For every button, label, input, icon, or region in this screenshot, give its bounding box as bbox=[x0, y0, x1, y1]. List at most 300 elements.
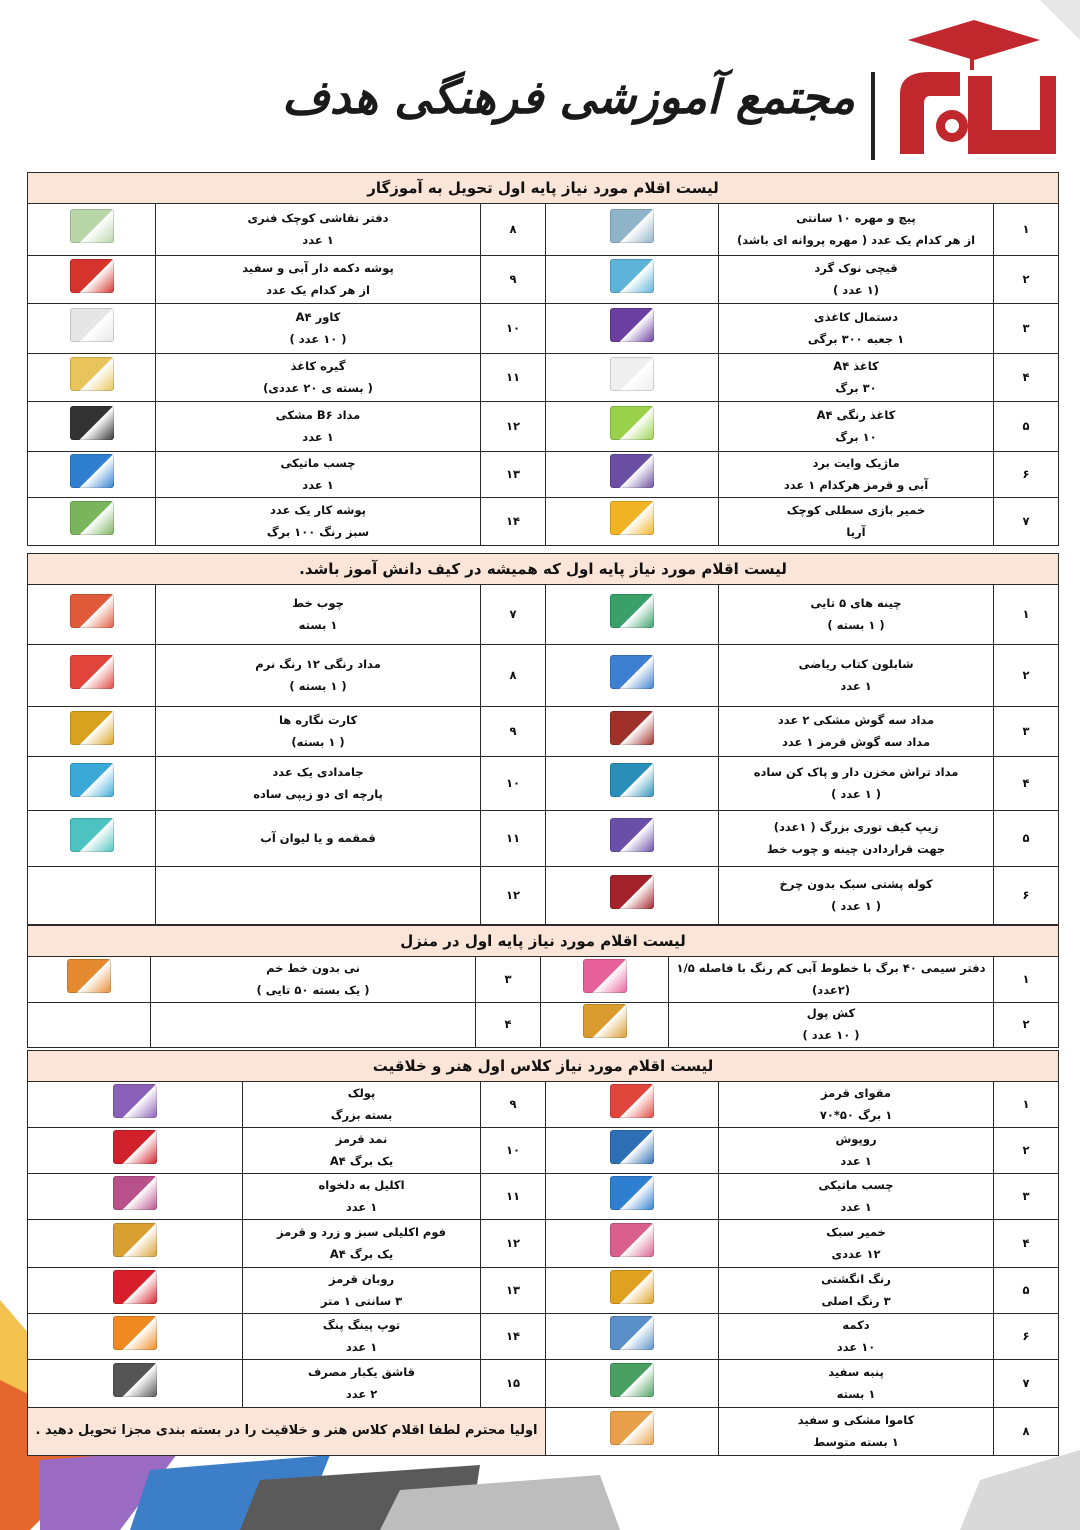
cotton-pack-icon bbox=[610, 1363, 654, 1397]
item-image bbox=[546, 867, 719, 925]
table-row bbox=[28, 867, 1059, 925]
item-line: آبی و قرمز هرکدام ۱ عدد bbox=[783, 477, 929, 492]
item-description bbox=[156, 498, 481, 546]
item-line: گیره کاغذ bbox=[290, 358, 346, 373]
item-description bbox=[719, 1082, 994, 1128]
backpack-items-table bbox=[27, 553, 1059, 925]
red-cardboard-icon bbox=[610, 1084, 654, 1118]
table-row bbox=[28, 811, 1059, 867]
item-line: کش پول bbox=[806, 1006, 856, 1020]
triangle-pencil-icon bbox=[610, 711, 654, 745]
item-line: ۳ رنگ اصلی bbox=[821, 1293, 891, 1308]
item-line: پوشه دکمه دار آبی و سفید bbox=[242, 260, 394, 275]
item-image bbox=[546, 1314, 719, 1360]
item-line: پارچه ای دو زیپی ساده bbox=[253, 786, 383, 801]
item-description bbox=[719, 402, 994, 452]
item-line: ۱ عدد bbox=[302, 477, 334, 492]
table-row bbox=[28, 304, 1059, 354]
item-description bbox=[156, 645, 481, 707]
item-description bbox=[156, 204, 481, 256]
item-line: ۱ عدد bbox=[302, 429, 334, 444]
item-description bbox=[719, 354, 994, 402]
section-title: لیست اقلام مورد نیاز پایه اول تحویل به آموزگار bbox=[28, 173, 1059, 204]
item-line: کاموا مشکی و سفید bbox=[797, 1412, 915, 1427]
item-line: از هر کدام یک عدد ( مهره پروانه ای باشد) bbox=[737, 232, 976, 247]
item-number: ۳ bbox=[994, 707, 1059, 757]
item-line: ۱ عدد bbox=[345, 1339, 378, 1354]
play-dough-bucket-icon bbox=[610, 501, 654, 535]
item-line: چسب ماتیکی bbox=[280, 455, 356, 470]
item-description bbox=[719, 1408, 994, 1456]
item-description bbox=[151, 1003, 476, 1048]
item-line: ( بسته ی ۲۰ عددی) bbox=[263, 380, 373, 395]
item-image bbox=[28, 811, 156, 867]
item-number: ۱۳ bbox=[481, 1268, 546, 1314]
item-description bbox=[156, 354, 481, 402]
item-line: مداد رنگی ۱۲ رنگ نرم bbox=[255, 656, 381, 671]
item-line: ۱۰ برگ bbox=[835, 429, 877, 444]
item-line: ( ۱ عدد ) bbox=[831, 898, 882, 913]
item-image bbox=[546, 1082, 719, 1128]
item-line: بسته بزرگ bbox=[330, 1107, 393, 1122]
math-stencil-icon bbox=[610, 655, 654, 689]
table-row bbox=[28, 256, 1059, 304]
item-line: فوم اکلیلی سبز و زرد و قرمز bbox=[276, 1224, 447, 1239]
ping-pong-balls-icon bbox=[113, 1316, 157, 1350]
section-rows bbox=[28, 585, 1059, 925]
item-description bbox=[243, 1314, 481, 1360]
table-row bbox=[28, 498, 1059, 546]
item-image bbox=[28, 1082, 243, 1128]
red-ribbon-icon bbox=[113, 1270, 157, 1304]
glue-stick-icon bbox=[610, 1176, 654, 1210]
item-number: ۸ bbox=[994, 1408, 1059, 1456]
item-description bbox=[156, 585, 481, 645]
item-image bbox=[28, 645, 156, 707]
item-line: از هر کدام یک عدد bbox=[266, 282, 370, 297]
item-line: ۱۰ عدد bbox=[836, 1339, 876, 1354]
item-number: ۳ bbox=[994, 1174, 1059, 1220]
item-description bbox=[719, 811, 994, 867]
item-line: ۱ عدد bbox=[345, 1199, 378, 1214]
item-line: ۱ بسته bbox=[298, 617, 338, 632]
item-line: چوب خط bbox=[292, 595, 344, 610]
section-rows bbox=[28, 957, 1059, 1048]
drawing-notebook-icon bbox=[70, 209, 114, 243]
item-image bbox=[546, 304, 719, 354]
item-line: چسب ماتیکی bbox=[818, 1177, 894, 1192]
spiral-notebook-icon bbox=[583, 959, 627, 993]
item-line: ( ۱ بسته ) bbox=[289, 678, 347, 693]
item-image bbox=[28, 1314, 243, 1360]
item-description bbox=[151, 957, 476, 1003]
button-folder-icon bbox=[70, 259, 114, 293]
table-row bbox=[28, 204, 1059, 256]
item-line: اکلیل به دلخواه bbox=[318, 1177, 405, 1192]
item-line: پوشه کار یک عدد bbox=[270, 502, 366, 517]
item-number: ۴ bbox=[994, 757, 1059, 811]
item-description bbox=[156, 811, 481, 867]
item-image bbox=[546, 1174, 719, 1220]
item-description bbox=[243, 1174, 481, 1220]
buttons-icon bbox=[610, 1316, 654, 1350]
item-number: ۱ bbox=[994, 957, 1059, 1003]
item-image bbox=[28, 867, 156, 925]
item-number: ۱۲ bbox=[481, 402, 546, 452]
item-line: زیپ کیف توری بزرگ ( ۱عدد) bbox=[773, 819, 939, 834]
disposable-spoons-icon bbox=[113, 1363, 157, 1397]
item-image bbox=[546, 498, 719, 546]
straws-icon bbox=[67, 959, 111, 993]
item-number: ۴ bbox=[994, 1220, 1059, 1268]
counting-sticks-icon bbox=[70, 594, 114, 628]
item-number: ۵ bbox=[994, 402, 1059, 452]
item-number: ۱۵ bbox=[481, 1360, 546, 1408]
colored-paper-icon bbox=[610, 406, 654, 440]
item-image bbox=[541, 957, 669, 1003]
item-image bbox=[546, 585, 719, 645]
item-number: ۱۰ bbox=[481, 304, 546, 354]
plastic-cover-icon bbox=[70, 308, 114, 342]
item-number: ۶ bbox=[994, 1314, 1059, 1360]
table-row bbox=[28, 1003, 1059, 1048]
item-image bbox=[28, 354, 156, 402]
table-row bbox=[28, 585, 1059, 645]
apron-icon bbox=[610, 1130, 654, 1164]
item-line: کوله پشتی سبک بدون چرخ bbox=[779, 876, 933, 891]
green-folder-icon bbox=[70, 501, 114, 535]
item-image bbox=[546, 1408, 719, 1456]
item-line: جامدادی یک عدد bbox=[272, 764, 364, 779]
item-description bbox=[156, 757, 481, 811]
item-line: سبز رنگ ۱۰۰ برگ bbox=[266, 524, 370, 539]
section-rows bbox=[28, 204, 1059, 546]
item-image bbox=[546, 645, 719, 707]
item-line: کاغذ A۴ bbox=[833, 358, 879, 373]
item-description bbox=[719, 645, 994, 707]
sharpener-eraser-icon bbox=[610, 763, 654, 797]
item-image bbox=[28, 1128, 243, 1174]
item-number: ۱ bbox=[994, 204, 1059, 256]
item-image bbox=[28, 1174, 243, 1220]
item-line: مداد تراش مخزن دار و پاک کن ساده bbox=[753, 764, 959, 779]
counting-cubes-icon bbox=[610, 594, 654, 628]
item-line: چینه های ۵ تایی bbox=[810, 595, 902, 610]
item-line: ( یک بسته ۵۰ تایی ) bbox=[256, 982, 370, 997]
item-line: روبان قرمز bbox=[328, 1271, 395, 1286]
pencil-icon bbox=[70, 406, 114, 440]
item-description bbox=[719, 1268, 994, 1314]
item-description bbox=[669, 1003, 994, 1048]
item-line: دفتر سیمی ۴۰ برگ با خطوط آبی کم رنگ با فاصله ۱/۵ bbox=[676, 960, 986, 975]
item-number: ۱۲ bbox=[481, 867, 546, 925]
item-description bbox=[156, 256, 481, 304]
item-line: ۲ عدد bbox=[345, 1386, 378, 1401]
item-line: ۳ سانتی ۱ متر bbox=[320, 1293, 403, 1308]
item-line: دفتر نقاشی کوچک فنری bbox=[247, 210, 389, 225]
table-row bbox=[28, 402, 1059, 452]
item-number: ۱۳ bbox=[481, 452, 546, 498]
item-image bbox=[546, 204, 719, 256]
table-row bbox=[28, 1360, 1059, 1408]
item-description bbox=[719, 1360, 994, 1408]
item-line: مداد سه گوش قرمز ۱ عدد bbox=[782, 734, 931, 749]
item-description bbox=[719, 1314, 994, 1360]
section-title: لیست اقلام مورد نیاز پایه اول در منزل bbox=[28, 926, 1059, 957]
table-row bbox=[28, 354, 1059, 402]
item-image bbox=[546, 707, 719, 757]
item-number: ۴ bbox=[994, 354, 1059, 402]
table-row bbox=[28, 1220, 1059, 1268]
glitter-foam-icon bbox=[113, 1223, 157, 1257]
school-logo-icon bbox=[890, 14, 1058, 164]
table-row bbox=[28, 1314, 1059, 1360]
item-line: نمد قرمز bbox=[335, 1131, 388, 1146]
item-image bbox=[28, 204, 156, 256]
item-line: ( ۱۰ عدد ) bbox=[802, 1027, 860, 1042]
item-image bbox=[28, 256, 156, 304]
item-number: ۶ bbox=[994, 867, 1059, 925]
item-line: ۱ عدد bbox=[840, 678, 872, 693]
table-row bbox=[28, 452, 1059, 498]
page-header bbox=[0, 0, 1080, 170]
logo-divider bbox=[871, 72, 875, 160]
item-number: ۸ bbox=[481, 204, 546, 256]
item-description bbox=[719, 867, 994, 925]
item-line: مداد سه گوش مشکی ۲ عدد bbox=[777, 712, 935, 727]
item-description bbox=[719, 204, 994, 256]
table-row bbox=[28, 1268, 1059, 1314]
art-items-table bbox=[27, 1050, 1059, 1456]
item-number: ۵ bbox=[994, 1268, 1059, 1314]
paper-clip-pack-icon bbox=[70, 357, 114, 391]
glitter-tubes-icon bbox=[113, 1176, 157, 1210]
item-line: ( ۱ بسته) bbox=[291, 734, 345, 749]
item-number: ۳ bbox=[994, 304, 1059, 354]
item-line: ۱ برگ ۵۰*۷۰ bbox=[819, 1107, 893, 1122]
item-number: ۵ bbox=[994, 811, 1059, 867]
item-line: کاور A۴ bbox=[295, 309, 341, 324]
item-line: کاغذ رنگی A۴ bbox=[816, 407, 896, 422]
item-number: ۳ bbox=[476, 957, 541, 1003]
light-clay-icon bbox=[610, 1223, 654, 1257]
item-image bbox=[28, 757, 156, 811]
item-number: ۱۰ bbox=[481, 1128, 546, 1174]
item-number: ۱ bbox=[994, 585, 1059, 645]
item-image bbox=[28, 585, 156, 645]
item-line: پنبه سفید bbox=[828, 1364, 884, 1379]
item-number: ۲ bbox=[994, 1003, 1059, 1048]
item-description bbox=[156, 707, 481, 757]
table-row bbox=[28, 1174, 1059, 1220]
red-felt-icon bbox=[113, 1130, 157, 1164]
item-number: ۲ bbox=[994, 1128, 1059, 1174]
item-line: ۳۰ برگ bbox=[835, 380, 877, 395]
item-image bbox=[28, 402, 156, 452]
item-line: ( ۱۰ عدد ) bbox=[289, 331, 347, 346]
item-line: کارت نگاره ها bbox=[278, 712, 358, 727]
mesh-zip-bag-icon bbox=[610, 818, 654, 852]
item-description bbox=[719, 707, 994, 757]
item-number: ۱۱ bbox=[481, 1174, 546, 1220]
item-line: دستمال کاغذی bbox=[814, 309, 898, 324]
item-image bbox=[546, 1128, 719, 1174]
item-number: ۹ bbox=[481, 256, 546, 304]
item-description bbox=[719, 1174, 994, 1220]
item-line: ۱ عدد bbox=[840, 1153, 872, 1168]
whiteboard-marker-icon bbox=[610, 454, 654, 488]
item-line: قمقمه و یا لیوان آب bbox=[260, 830, 376, 845]
item-line: یک برگ A۴ bbox=[329, 1153, 394, 1168]
picture-cards-icon bbox=[70, 711, 114, 745]
item-number: ۸ bbox=[481, 645, 546, 707]
table-row bbox=[28, 1082, 1059, 1128]
rubber-bands-icon bbox=[583, 1004, 627, 1038]
item-description bbox=[243, 1360, 481, 1408]
water-bottle-icon bbox=[70, 818, 114, 852]
item-description bbox=[719, 1128, 994, 1174]
backpack-icon bbox=[610, 875, 654, 909]
item-number: ۶ bbox=[994, 452, 1059, 498]
item-number: ۴ bbox=[476, 1003, 541, 1048]
item-number: ۱ bbox=[994, 1082, 1059, 1128]
item-image bbox=[28, 498, 156, 546]
item-number: ۱۱ bbox=[481, 354, 546, 402]
item-line: ( ۱ بسته ) bbox=[827, 617, 885, 632]
item-line: خمیر بازی سطلی کوچک bbox=[786, 502, 926, 517]
item-number: ۱۴ bbox=[481, 1314, 546, 1360]
org-name: مجتمع آموزشی فرهنگی هدف bbox=[282, 70, 855, 124]
item-line: ۱ بسته bbox=[836, 1386, 876, 1401]
item-image bbox=[546, 452, 719, 498]
item-line: قیچی نوک گرد bbox=[814, 260, 898, 275]
item-number: ۷ bbox=[994, 1360, 1059, 1408]
item-description bbox=[243, 1082, 481, 1128]
item-image bbox=[28, 707, 156, 757]
section-rows bbox=[28, 1082, 1059, 1456]
item-number: ۷ bbox=[481, 585, 546, 645]
item-line: ۱ عدد bbox=[302, 232, 334, 247]
item-number: ۹ bbox=[481, 707, 546, 757]
item-line: دکمه bbox=[842, 1317, 870, 1332]
item-description bbox=[719, 304, 994, 354]
item-line: رنگ انگشتی bbox=[821, 1271, 891, 1286]
table-row bbox=[28, 707, 1059, 757]
table-row bbox=[28, 957, 1059, 1003]
item-line: پولک bbox=[347, 1085, 376, 1100]
item-description bbox=[719, 585, 994, 645]
item-description bbox=[669, 957, 994, 1003]
item-image bbox=[28, 304, 156, 354]
glue-stick-icon bbox=[70, 454, 114, 488]
item-image bbox=[28, 1220, 243, 1268]
item-line: مقوای قرمز bbox=[821, 1085, 892, 1100]
item-number: ۱۰ bbox=[481, 757, 546, 811]
item-description bbox=[156, 402, 481, 452]
item-image bbox=[28, 1268, 243, 1314]
item-description bbox=[156, 452, 481, 498]
item-line: یک برگ A۴ bbox=[329, 1246, 394, 1261]
item-description bbox=[243, 1268, 481, 1314]
item-line: ۱ عدد bbox=[840, 1199, 872, 1214]
item-line: شابلون کتاب ریاضی bbox=[798, 656, 914, 671]
item-description bbox=[719, 1220, 994, 1268]
item-line: قاشق یکبار مصرف bbox=[307, 1364, 416, 1379]
item-description bbox=[719, 256, 994, 304]
item-line: مداد B۶ مشکی bbox=[275, 407, 361, 422]
item-line: روپوش bbox=[835, 1131, 877, 1146]
item-line: توپ پینگ پنگ bbox=[322, 1317, 401, 1332]
item-line: خمیر سبک bbox=[826, 1224, 886, 1239]
item-image bbox=[546, 1220, 719, 1268]
paper-a4-icon bbox=[610, 357, 654, 391]
item-description bbox=[243, 1128, 481, 1174]
item-number: ۷ bbox=[994, 498, 1059, 546]
home-items-table bbox=[27, 925, 1059, 1048]
item-number: ۱۲ bbox=[481, 1220, 546, 1268]
colored-pencils-icon bbox=[70, 655, 114, 689]
item-line: نی بدون خط خم bbox=[266, 960, 360, 975]
table-row bbox=[28, 1408, 1059, 1456]
item-line: ماژیک وایت برد bbox=[812, 455, 900, 470]
item-description bbox=[719, 452, 994, 498]
item-description bbox=[156, 304, 481, 354]
item-line: آریا bbox=[846, 524, 866, 539]
table-row bbox=[28, 757, 1059, 811]
item-image bbox=[546, 1268, 719, 1314]
item-image bbox=[28, 452, 156, 498]
sequins-icon bbox=[113, 1084, 157, 1118]
item-description bbox=[719, 498, 994, 546]
item-line: ( ۱ عدد ) bbox=[831, 786, 882, 801]
item-image bbox=[546, 1360, 719, 1408]
item-line: ۱ بسته متوسط bbox=[813, 1434, 899, 1449]
item-image bbox=[546, 354, 719, 402]
section-title: لیست اقلام مورد نیاز پایه اول که همیشه در کیف دانش آموز باشد. bbox=[28, 554, 1059, 585]
item-number: ۹ bbox=[481, 1082, 546, 1128]
finger-paint-icon bbox=[610, 1270, 654, 1304]
item-image bbox=[546, 256, 719, 304]
item-description bbox=[156, 867, 481, 925]
tissue-box-icon bbox=[610, 308, 654, 342]
item-line: جهت قراردادن چینه و چوب خط bbox=[766, 841, 946, 856]
bolt-nut-icon bbox=[610, 209, 654, 243]
item-number: ۲ bbox=[994, 256, 1059, 304]
item-line: پیچ و مهره ۱۰ سانتی bbox=[796, 210, 916, 225]
section-title: لیست اقلام مورد نیاز کلاس اول هنر و خلاقیت bbox=[28, 1051, 1059, 1082]
pencil-case-icon bbox=[70, 763, 114, 797]
item-line: (۱ عدد ) bbox=[833, 282, 879, 297]
item-image bbox=[28, 1003, 151, 1048]
item-image bbox=[546, 811, 719, 867]
table-row bbox=[28, 645, 1059, 707]
item-line: (۲عدد) bbox=[812, 982, 850, 997]
item-number: ۲ bbox=[994, 645, 1059, 707]
item-description bbox=[243, 1220, 481, 1268]
yarn-balls-icon bbox=[610, 1411, 654, 1445]
scissors-icon bbox=[610, 259, 654, 293]
item-image bbox=[546, 757, 719, 811]
table-row bbox=[28, 1128, 1059, 1174]
item-line: ۱ جعبه ۳۰۰ برگی bbox=[807, 331, 905, 346]
item-image bbox=[541, 1003, 669, 1048]
footnote-text: اولیا محترم لطفا اقلام کلاس هنر و خلاقیت را در بسته بندی مجزا تحویل دهید . bbox=[28, 1408, 546, 1456]
item-number: ۱۴ bbox=[481, 498, 546, 546]
item-image bbox=[546, 402, 719, 452]
item-description bbox=[719, 757, 994, 811]
item-number: ۱۱ bbox=[481, 811, 546, 867]
item-line: ۱۲ عددی bbox=[831, 1246, 881, 1261]
